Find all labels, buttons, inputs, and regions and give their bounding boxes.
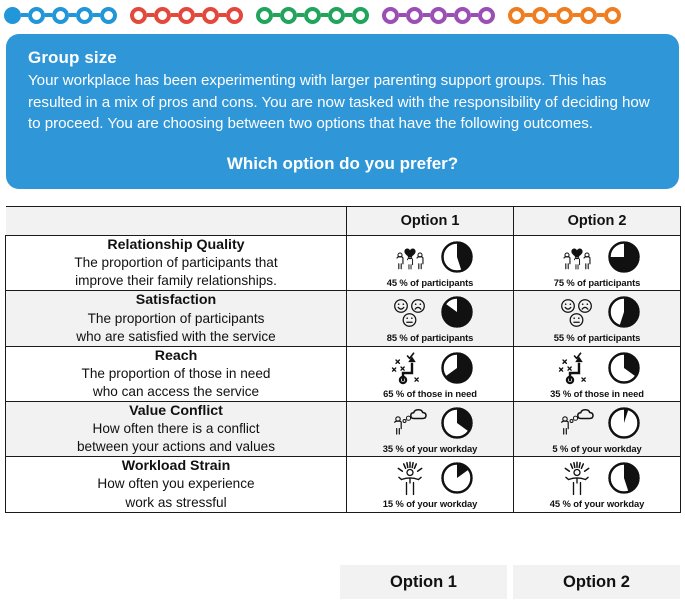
option-1-cell[interactable] (347, 236, 514, 291)
progress-dot (580, 7, 597, 24)
table-body (6, 236, 681, 513)
header-option-1: Option 1 (347, 207, 514, 236)
option-value-text: 45 % of participants (386, 277, 474, 289)
option-1-cell[interactable] (347, 291, 514, 346)
attribute-title: Reach (154, 347, 198, 364)
option-value-text: 75 % of participants (553, 277, 641, 289)
pie-chart-55-percent (607, 295, 641, 329)
progress-dot (478, 7, 495, 24)
scenario-banner (6, 34, 679, 189)
attribute-cell (6, 401, 347, 456)
progress-connector (573, 13, 580, 17)
progress-dot (304, 7, 321, 24)
attribute-cell (6, 457, 347, 512)
progress-dot (280, 7, 297, 24)
progress-dot (154, 7, 171, 24)
progress-group-2 (130, 7, 243, 24)
progress-connector (549, 13, 556, 17)
progress-connector (399, 13, 406, 17)
progress-dot (178, 7, 195, 24)
table-header-row (6, 207, 681, 236)
progress-dot (352, 7, 369, 24)
progress-dot (430, 7, 447, 24)
progress-dot (76, 7, 93, 24)
attribute-description-line1: How often there is a conflict (92, 421, 260, 437)
progress-dot (130, 7, 147, 24)
header-option-2: Option 2 (514, 207, 681, 236)
pathway-reach-icon (554, 349, 600, 387)
progress-dot (328, 7, 345, 24)
progress-connector (345, 13, 352, 17)
stressed-person-icon (554, 459, 600, 497)
attribute-description-line2: who are satisfied with the service (76, 328, 276, 344)
table-row (6, 401, 681, 456)
progress-connector (471, 13, 478, 17)
attribute-title: Workload Strain (121, 458, 231, 475)
pie-chart-35-percent (440, 406, 474, 440)
progress-connector (447, 13, 454, 17)
attribute-description-line1: How often you experience (97, 476, 255, 492)
attribute-title: Relationship Quality (107, 237, 245, 253)
outcomes-table-wrapper (5, 206, 680, 513)
progress-connector (195, 13, 202, 17)
family-heart-icon (554, 238, 600, 276)
progress-group-1 (4, 7, 117, 24)
table-row (6, 291, 681, 346)
option-1-cell[interactable] (347, 401, 514, 456)
progress-connector (423, 13, 430, 17)
faces-satisfaction-icon (387, 293, 433, 331)
pie-chart-65-percent (440, 351, 474, 385)
progress-connector (219, 13, 226, 17)
stressed-person-icon (387, 459, 433, 497)
progress-dot (406, 7, 423, 24)
progress-dot (454, 7, 471, 24)
scenario-title: Group size (28, 48, 117, 67)
progress-dot (532, 7, 549, 24)
faces-satisfaction-icon (554, 293, 600, 331)
attribute-cell (6, 236, 347, 291)
progress-connector (69, 13, 76, 17)
progress-connector (147, 13, 154, 17)
progress-dot (256, 7, 273, 24)
progress-group-5 (508, 7, 621, 24)
table-row (6, 457, 681, 512)
table-row (6, 346, 681, 401)
option-1-cell[interactable] (347, 346, 514, 401)
progress-group-4 (382, 7, 495, 24)
progress-dot (52, 7, 69, 24)
attribute-cell (6, 346, 347, 401)
pie-chart-85-percent (440, 295, 474, 329)
option-1-cell[interactable] (347, 457, 514, 512)
choose-option-1-button[interactable]: Option 1 (340, 565, 507, 599)
progress-dot (28, 7, 45, 24)
option-value-text: 35 % of those in need (550, 387, 644, 399)
progress-dot (508, 7, 525, 24)
progress-indicator (0, 0, 685, 30)
attribute-title: Value Conflict (129, 402, 223, 419)
progress-dot (100, 7, 117, 24)
scenario-description: Your workplace has been experimenting with larger parenting support groups. This has resulted in a mix of pros and cons. You are now tasked with the responsibility of deciding how to proceed. You are choosing between two options that have the following outcomes. (28, 72, 650, 133)
progress-dot (556, 7, 573, 24)
progress-connector (597, 13, 604, 17)
attribute-description-line1: The proportion of participants (87, 310, 265, 326)
option-2-cell[interactable] (514, 457, 681, 512)
scenario-question: Which option do you prefer? (226, 153, 459, 173)
person-thought-bubble-icon (554, 404, 600, 442)
progress-connector (171, 13, 178, 17)
attribute-title: Satisfaction (135, 292, 217, 309)
option-2-cell[interactable] (514, 291, 681, 346)
family-heart-icon (387, 238, 433, 276)
pie-chart-45-percent (607, 461, 641, 495)
progress-group-3 (256, 7, 369, 24)
progress-dot (226, 7, 243, 24)
header-attribute-blank (6, 207, 347, 236)
pie-chart-15-percent (440, 461, 474, 495)
progress-connector (297, 13, 304, 17)
pie-chart-35-percent (607, 351, 641, 385)
choose-option-2-button[interactable]: Option 2 (513, 565, 680, 599)
progress-dot (202, 7, 219, 24)
progress-dot (382, 7, 399, 24)
option-value-text: 55 % of participants (553, 332, 641, 344)
option-value-text: 15 % of your workday (382, 498, 478, 510)
progress-connector (321, 13, 328, 17)
attribute-description-line2: improve their family relationships. (75, 273, 277, 289)
pie-chart-75-percent (607, 240, 641, 274)
progress-connector (273, 13, 280, 17)
table-row (6, 236, 681, 291)
choice-buttons (340, 565, 680, 599)
attribute-cell (6, 291, 347, 346)
option-value-text: 45 % of your workday (549, 498, 645, 510)
attribute-description-line1: The proportion of participants that (74, 255, 278, 271)
progress-connector (45, 13, 52, 17)
pie-chart-5-percent (607, 406, 641, 440)
option-2-cell[interactable] (514, 346, 681, 401)
attribute-description-line2: between your actions and values (77, 439, 275, 455)
attribute-description-line2: work as stressful (125, 494, 227, 510)
option-value-text: 5 % of your workday (552, 443, 642, 455)
option-2-cell[interactable] (514, 236, 681, 291)
table-header (6, 207, 681, 236)
outcomes-table (5, 206, 681, 513)
progress-connector (93, 13, 100, 17)
pie-chart-45-percent (440, 240, 474, 274)
pathway-reach-icon (387, 349, 433, 387)
attribute-description-line1: The proportion of those in need (81, 365, 271, 381)
progress-dot (4, 7, 21, 24)
option-2-cell[interactable] (514, 401, 681, 456)
progress-connector (525, 13, 532, 17)
attribute-description-line2: who can access the service (92, 383, 260, 399)
option-value-text: 65 % of those in need (383, 387, 477, 399)
option-value-text: 85 % of participants (386, 332, 474, 344)
option-value-text: 35 % of your workday (382, 443, 478, 455)
person-thought-bubble-icon (387, 404, 433, 442)
progress-connector (21, 13, 28, 17)
progress-dot (604, 7, 621, 24)
